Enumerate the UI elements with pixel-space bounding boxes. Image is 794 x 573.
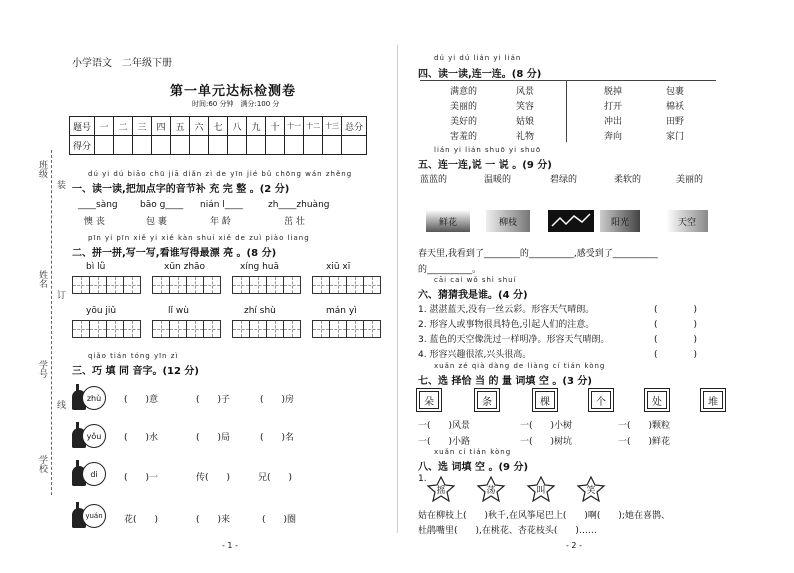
q5-adjective[interactable]: 蓝蓝的	[420, 175, 448, 185]
q2-pinyin: xiū xī	[326, 262, 351, 272]
q4-word[interactable]: 害羞的	[450, 132, 478, 142]
star-word: 摇	[436, 486, 446, 496]
measure-word-box[interactable]: 棵	[532, 388, 558, 412]
snail-icon	[72, 384, 106, 412]
q5-pinyin-title: lián yi lián shuō yi shuō	[434, 146, 542, 154]
star-word: 荡	[486, 486, 496, 496]
name-label: 姓名	[37, 270, 47, 288]
score-total-label: 总分	[342, 117, 367, 136]
seal-char-2: 订	[55, 290, 65, 299]
page-divider	[397, 45, 398, 533]
word-star[interactable]	[576, 476, 606, 502]
score-cell[interactable]	[209, 136, 228, 155]
flower-picture[interactable]	[426, 210, 470, 232]
measure-word-box[interactable]: 朵	[416, 388, 442, 412]
q1-pinyin-4: zh____zhuàng	[268, 200, 330, 210]
q4-word[interactable]: 美好的	[450, 117, 478, 127]
q1-pinyin-title: dú yi dú biāo chū jiā diǎn zì de yīn jié bǔ chōng wán zhěng	[88, 170, 353, 178]
q6-item: 1. 湛湛蓝天,没有一丝云彩。形容天气晴朗。	[418, 305, 595, 315]
q4-word[interactable]: 奔向	[604, 132, 623, 142]
q2-writing-grid[interactable]	[312, 276, 380, 294]
q5-title: 五、连一连,说 一 说 。(9 分)	[418, 160, 552, 171]
q7-fill[interactable]: 一( )颗粒	[618, 421, 671, 431]
school-label: 学校	[37, 455, 47, 473]
sky-picture[interactable]	[666, 210, 708, 232]
q2-writing-grid[interactable]	[232, 320, 300, 338]
q6-item: 3. 蓝色的天空像洗过一样明净。形容天气晴朗。	[418, 335, 610, 345]
q6-item: 4. 形容兴趣很浓,兴头很高。	[418, 350, 532, 360]
q2-pinyin: xíng huā	[240, 262, 280, 272]
measure-word-box[interactable]: 个	[588, 388, 614, 412]
q7-title: 七、选 择恰 当 的 量 词填 空 。(3 分)	[418, 376, 592, 387]
q1-pinyin-2: bāo g____	[140, 200, 184, 210]
q4-word[interactable]: 脱掉	[604, 87, 623, 97]
q5-adjective[interactable]: 柔软的	[614, 175, 642, 185]
q4-word[interactable]: 风景	[516, 87, 535, 97]
syllable-label: yuán	[82, 504, 106, 528]
syllable-label: zhù	[82, 386, 106, 410]
score-total-cell[interactable]	[342, 136, 367, 155]
q5-adjective[interactable]: 美丽的	[676, 175, 704, 185]
q2-writing-grid[interactable]	[72, 320, 140, 338]
score-cell[interactable]	[266, 136, 285, 155]
q2-writing-grid[interactable]	[72, 276, 140, 294]
q5-sentence[interactable]: 春天里,我看到了________的__________,感受到了__________	[418, 249, 658, 259]
score-col: 九	[247, 117, 266, 136]
q6-title: 六、猜猜我是谁。(4 分)	[418, 290, 528, 301]
q4-word[interactable]: 笑容	[516, 102, 535, 112]
q8-number: 1.	[418, 474, 427, 484]
q4-word[interactable]: 冲出	[604, 117, 623, 127]
q2-pinyin: yōu jiǔ	[86, 306, 117, 316]
q6-answer[interactable]: ( )	[654, 305, 698, 315]
score-cell[interactable]	[114, 136, 133, 155]
sunshine-picture[interactable]	[600, 210, 640, 232]
syllable-label: yǒu	[82, 424, 106, 448]
score-row1-label: 题号	[70, 117, 95, 136]
q8-line[interactable]: 姑在柳枝上( )秋千,在风筝尾巴上( )啊( );她在喜鹊、	[418, 511, 670, 521]
measure-word-box[interactable]: 堆	[700, 388, 726, 412]
q4-pinyin-title: dú yi dú lián yi lián	[434, 54, 522, 62]
q2-writing-grid[interactable]	[152, 276, 220, 294]
q3-blank[interactable]: ( )名	[260, 433, 295, 443]
q4-word[interactable]: 姑娘	[516, 117, 535, 127]
q4-top-rule	[420, 80, 716, 81]
q6-answer[interactable]: ( )	[654, 335, 698, 345]
score-cell[interactable]	[304, 136, 323, 155]
word-star[interactable]	[476, 476, 506, 502]
score-cell[interactable]	[323, 136, 342, 155]
snail-icon	[72, 460, 106, 488]
binding-line	[51, 150, 52, 495]
q7-pinyin-title: xuǎn zé qià dàng de liàng cí tián kòng	[434, 362, 606, 370]
q3-blank[interactable]: ( )一	[124, 473, 159, 483]
q2-writing-grid[interactable]	[152, 320, 220, 338]
score-cell[interactable]	[152, 136, 171, 155]
q1-word-2: 包 裹	[146, 217, 167, 227]
q3-blank[interactable]: ( )子	[196, 395, 231, 405]
q8-pinyin-title: xuǎn cí tián kòng	[434, 448, 512, 456]
score-col: 二	[114, 117, 133, 136]
q1-word-1: 懊 丧	[84, 217, 105, 227]
q3-pinyin-title: qiǎo tián tóng yīn zì	[88, 352, 179, 360]
q4-word[interactable]: 满意的	[450, 87, 478, 97]
page-number-right: - 2 -	[566, 541, 582, 550]
q4-word[interactable]: 家门	[666, 132, 685, 142]
q6-item: 2. 形容人或事物很具特色,引起人们的注意。	[418, 320, 595, 330]
q3-blank[interactable]: ( )水	[124, 433, 159, 443]
q3-blank[interactable]: ( )房	[260, 395, 295, 405]
picture-label: 柳枝	[498, 217, 517, 228]
class-label: 班级	[37, 160, 47, 178]
seal-char-1: 装	[55, 180, 65, 189]
q4-word[interactable]: 打开	[604, 102, 623, 112]
id-label: 学号	[37, 360, 47, 378]
q1-word-3: 年 龄	[210, 217, 231, 227]
exam-meta: 时间:60 分钟 满分:100 分	[192, 100, 280, 108]
q5-adjective[interactable]: 温暖的	[484, 175, 512, 185]
score-cell[interactable]	[133, 136, 152, 155]
page-title: 第一单元达标检测卷	[170, 84, 297, 99]
score-col: 十二	[304, 117, 323, 136]
score-col: 八	[228, 117, 247, 136]
q1-pinyin-3: nián l____	[200, 200, 243, 210]
q1-title: 一、读一读,把加点字的音节补 充 完 整 。(2 分)	[72, 184, 290, 195]
q8-line[interactable]: 杜鹃嘴里( ),在桃花、杏花枝头( )……	[418, 526, 597, 536]
q6-pinyin-title: cāi cai wǒ shì shuí	[434, 276, 517, 284]
snail-icon	[72, 502, 106, 530]
q2-pinyin: xūn zhāo	[164, 262, 206, 272]
q2-pinyin: mán yì	[326, 306, 357, 316]
picture-label: 阳光	[610, 217, 629, 228]
q3-blank[interactable]: ( )来	[196, 515, 231, 525]
measure-word-box[interactable]: 处	[644, 388, 670, 412]
q3-title: 三、巧 填 同 音字。(12 分)	[72, 366, 199, 377]
q2-pinyin: lǐ wù	[168, 306, 189, 316]
q5-adjective[interactable]: 碧绿的	[550, 175, 578, 185]
q4-word[interactable]: 包裹	[666, 87, 685, 97]
q4-word[interactable]: 美丽的	[450, 102, 478, 112]
q4-word[interactable]: 礼物	[516, 132, 535, 142]
q8-title: 八、选 词填 空 。(9 分)	[418, 462, 529, 473]
picture-label: 天空	[677, 217, 696, 228]
score-col: 十	[266, 117, 285, 136]
score-col: 五	[171, 117, 190, 136]
q4-word[interactable]: 棉袄	[666, 102, 685, 112]
score-col: 七	[209, 117, 228, 136]
q2-title: 二、拼一拼,写一写,看谁写得最漂 亮 。(8 分)	[72, 248, 277, 259]
q6-answer[interactable]: ( )	[654, 350, 698, 360]
score-col: 四	[152, 117, 171, 136]
score-col: 十三	[323, 117, 342, 136]
syllable-label: di	[82, 462, 106, 486]
subject-header: 小学语文 二年级下册	[72, 58, 172, 69]
grass-icon	[548, 210, 594, 232]
score-cell[interactable]	[285, 136, 304, 155]
score-row2-label: 得分	[70, 136, 95, 155]
score-col: 三	[133, 117, 152, 136]
star-word: 叫	[536, 486, 546, 496]
page-number-left: - 1 -	[222, 541, 238, 550]
q7-fill[interactable]: 一( )小树	[520, 421, 573, 431]
score-col: 十一	[285, 117, 304, 136]
q4-divider	[566, 80, 567, 142]
seal-char-3: 线	[55, 400, 65, 409]
snail-icon	[72, 422, 106, 450]
score-cell[interactable]	[171, 136, 190, 155]
score-cell[interactable]	[95, 136, 114, 155]
grass-picture[interactable]	[548, 210, 594, 232]
q3-blank[interactable]: ( )局	[196, 433, 231, 443]
q2-writing-grid[interactable]	[232, 276, 300, 294]
q2-pinyin: zhí shù	[244, 306, 276, 316]
q2-pinyin: bì lǜ	[86, 262, 106, 272]
score-col: 一	[95, 117, 114, 136]
q7-fill[interactable]: 一( )小路	[418, 437, 471, 447]
star-word: 笑	[586, 486, 596, 496]
q2-writing-grid[interactable]	[312, 320, 380, 338]
score-cell[interactable]	[228, 136, 247, 155]
q7-fill[interactable]: 一( )鲜花	[618, 437, 671, 447]
score-cell[interactable]	[190, 136, 209, 155]
q3-blank[interactable]: 兄( )	[258, 473, 293, 483]
score-col: 六	[190, 117, 209, 136]
q3-blank[interactable]: 传( )	[196, 473, 231, 483]
q1-pinyin-1: ____sàng	[78, 200, 118, 210]
score-cell[interactable]	[247, 136, 266, 155]
word-star[interactable]	[426, 476, 456, 502]
score-table	[69, 116, 367, 155]
q4-title: 四、读一读,连一连。(8 分)	[418, 69, 542, 80]
q3-blank[interactable]: ( )意	[124, 395, 159, 405]
measure-word-box[interactable]: 条	[474, 388, 500, 412]
q6-answer[interactable]: ( )	[654, 320, 698, 330]
q1-word-4: 茁 壮	[284, 217, 305, 227]
q2-pinyin-title: pīn yi pīn xiě yi xiě kàn shuí xiě de zuì piào liang	[88, 234, 310, 242]
q4-word[interactable]: 田野	[666, 117, 685, 127]
word-star[interactable]	[526, 476, 556, 502]
q3-blank[interactable]: ( )圈	[262, 515, 297, 525]
picture-label: 鲜花	[438, 217, 457, 228]
willow-picture[interactable]	[486, 210, 530, 232]
q7-fill[interactable]: 一( )树坑	[520, 437, 573, 447]
q7-fill[interactable]: 一( )风景	[418, 421, 471, 431]
q3-blank[interactable]: 花( )	[124, 515, 159, 525]
q5-sentence[interactable]: 的__________。	[418, 265, 482, 275]
